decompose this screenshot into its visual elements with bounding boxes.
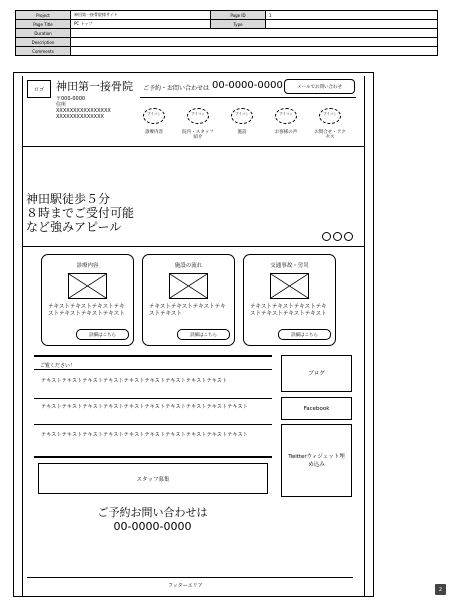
- nav-icon: アイコン: [143, 108, 165, 124]
- hero-line: など強みアピール: [26, 220, 122, 234]
- hero-bottom-divider: [22, 246, 365, 247]
- duration-value: [71, 29, 438, 38]
- carousel-dot[interactable]: [344, 232, 353, 241]
- news-divider: [34, 424, 272, 425]
- contact-label: ご予約・お問い合わせは: [143, 85, 210, 92]
- card-detail-button[interactable]: 詳細はこちら: [278, 329, 331, 340]
- service-card: [41, 254, 134, 346]
- news-top-rule: [34, 355, 272, 357]
- nav-icon: アイコン: [319, 108, 341, 124]
- header-divider: [140, 97, 356, 98]
- pageid-label: Page ID: [211, 11, 266, 20]
- card-title: 施設の流れ: [174, 263, 203, 269]
- image-placeholder-icon: [270, 273, 309, 299]
- spec-table: [15, 10, 438, 56]
- card-title: 交通事故・労災: [270, 263, 309, 269]
- card-detail-button[interactable]: 詳細はこちら: [76, 329, 129, 340]
- news-title: ご覧ください！: [40, 363, 76, 369]
- news-item[interactable]: テキストテキストテキストテキストテキストテキストテキストテキストテキストテキスト: [41, 404, 249, 410]
- description-label: Description: [16, 38, 71, 47]
- carousel-dot[interactable]: [333, 232, 342, 241]
- nav-item-voices[interactable]: [269, 108, 303, 135]
- facebook-banner[interactable]: Facebook: [281, 397, 352, 420]
- address-label: 住所: [56, 102, 67, 108]
- nav-icon: アイコン: [187, 108, 209, 124]
- duration-label: Duration: [16, 29, 71, 38]
- comments-label: Comments: [16, 47, 71, 56]
- service-card: [142, 254, 235, 346]
- pageid-value: 1: [266, 11, 438, 20]
- nav-item-services[interactable]: [137, 108, 171, 135]
- description-value: [71, 38, 438, 47]
- image-placeholder-icon: [169, 273, 208, 299]
- pagetitle-value: PC トップ: [71, 20, 211, 29]
- nav-icon: アイコン: [231, 108, 253, 124]
- nav-icon: アイコン: [275, 108, 297, 124]
- address-line: XXXXXXXXXXXXXX: [56, 114, 104, 120]
- pagetitle-label: Page Title: [16, 20, 71, 29]
- type-value: [266, 20, 438, 29]
- card-title: 診療内容: [76, 263, 99, 269]
- nav-label: お客様の声: [274, 130, 298, 135]
- contact-phone[interactable]: 00-0000-0000: [212, 80, 283, 91]
- nav-item-facility[interactable]: [225, 108, 259, 135]
- card-text: テキストテキストテキストテキストテキストテキストテキスト: [48, 304, 125, 317]
- address-block: [56, 96, 136, 120]
- bottom-contact: [90, 506, 215, 534]
- news-title-rule: [34, 369, 272, 370]
- type-label: Type: [211, 20, 266, 29]
- page-number-badge: 2: [435, 584, 446, 595]
- address-line: XXXXXXXXXXXXXXXX: [56, 108, 111, 114]
- news-item[interactable]: テキストテキストテキストテキストテキストテキストテキストテキストテキストテキスト: [41, 432, 249, 438]
- nav-item-staff[interactable]: [181, 108, 215, 140]
- blog-banner[interactable]: ブログ: [281, 355, 352, 392]
- nav-label: お問合せ・アクセス: [314, 130, 346, 140]
- card-text: テキストテキストテキストテキストテキストテキストテキスト: [250, 304, 327, 317]
- nav-label: 施設: [237, 130, 247, 135]
- clinic-name: 神田第一接骨院: [56, 80, 133, 93]
- bottom-contact-phone[interactable]: 00-0000-0000: [113, 520, 192, 533]
- card-text: テキストテキストテキストテキストテキスト: [149, 304, 226, 317]
- staff-recruit-banner[interactable]: スタッフ募集: [38, 463, 268, 494]
- hero-text: [26, 192, 134, 234]
- project-value: 神田第一接骨院様サイト: [71, 11, 211, 20]
- footer-area: フッターエリア: [168, 583, 203, 589]
- news-bottom-rule: [34, 456, 272, 458]
- news-item[interactable]: テキストテキストテキストテキストテキストテキストテキストテキストテキスト: [41, 378, 228, 384]
- mail-contact-button[interactable]: メールでお問い合わせ: [284, 79, 355, 94]
- logo[interactable]: ロゴ: [27, 80, 51, 98]
- card-detail-button[interactable]: 詳細はこちら: [177, 329, 230, 340]
- service-card: [243, 254, 336, 346]
- news-divider: [34, 398, 272, 399]
- nav-item-access[interactable]: [313, 108, 347, 140]
- project-label: Project: [16, 11, 71, 20]
- twitter-widget[interactable]: Twitterウィジェット埋め込み: [281, 424, 352, 497]
- carousel-dots: [322, 232, 353, 241]
- hero-line: 神田駅徒歩５分: [26, 192, 111, 206]
- nav-label: 診療内容: [145, 130, 163, 135]
- bottom-contact-label: ご予約お問い合わせは: [97, 506, 208, 519]
- image-placeholder-icon: [68, 273, 107, 299]
- hero-line: ８時までご受付可能: [26, 206, 135, 220]
- carousel-dot[interactable]: [322, 232, 331, 241]
- hero-top-divider: [22, 146, 365, 147]
- comments-value: [71, 47, 438, 56]
- postal-code: 〒000-0000: [56, 96, 86, 102]
- nav-label: 院内・スタッフ紹介: [182, 130, 214, 140]
- footer-divider: [27, 577, 353, 578]
